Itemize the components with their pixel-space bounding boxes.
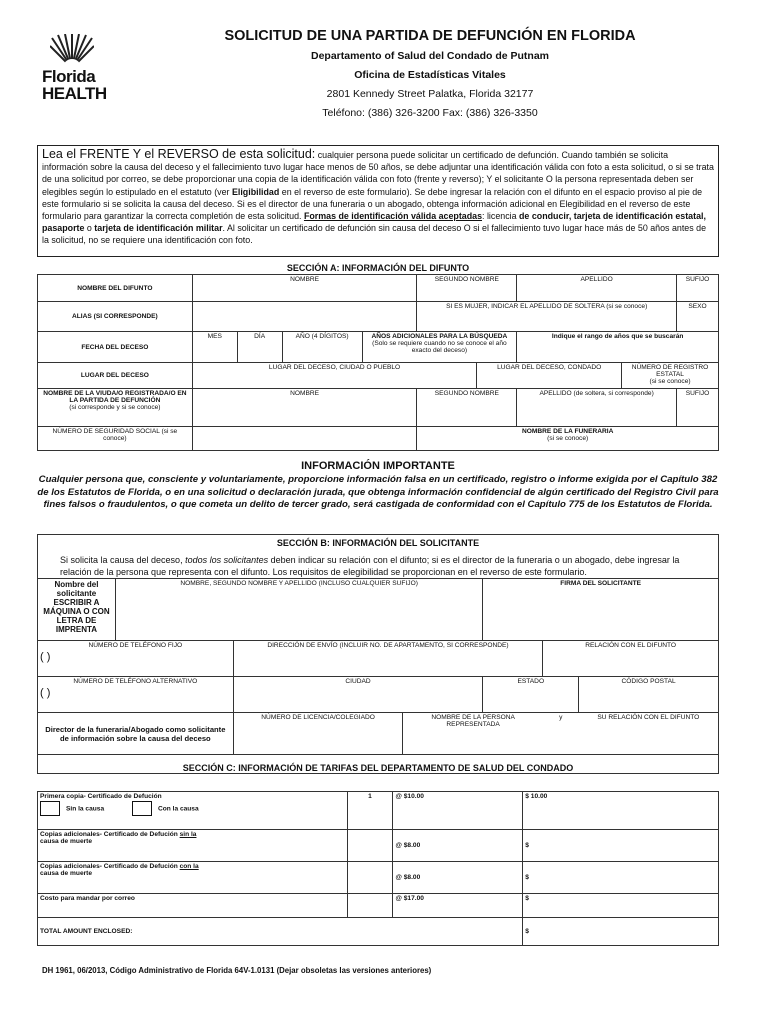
state-caption: ESTADO	[517, 678, 545, 685]
military-id: tarjeta de identificación militar	[94, 223, 223, 234]
mailing-cost-label: Costo para mandar por correo	[38, 894, 348, 918]
extra-with-text-b: causa de muerte	[40, 870, 93, 877]
spouse-suffix-caption: SUFIJO	[685, 390, 710, 397]
day-field[interactable]	[237, 332, 282, 363]
license-number-caption: NÚMERO DE LICENCIA/COLEGIADO	[261, 714, 375, 721]
death-county-caption: LUGAR DEL DECESO, CONDADO	[497, 364, 602, 371]
extra-without-text-a: Copias adicionales- Certificado de Defución	[40, 831, 180, 838]
additional-years-field[interactable]	[362, 332, 517, 363]
without-cause-checkbox[interactable]	[40, 801, 60, 816]
their-relationship-caption: SU RELACIÓN CON EL DIFUNTO	[597, 714, 700, 721]
signature-caption: FIRMA DEL SOLICITANTE	[560, 580, 642, 587]
extra-with-qty[interactable]	[347, 862, 393, 894]
instructions-p4: o	[84, 223, 95, 234]
spouse-middle-name-caption: SEGUNDO NOMBRE	[434, 390, 499, 397]
day-caption: DÍA	[254, 333, 266, 340]
spouse-label-text: NOMBRE DE LA VIUDA/O REGISTRADA/O EN LA PARTIDA DE DEFUNCIÓN	[43, 390, 187, 404]
and-separator: y	[543, 713, 579, 755]
zip-caption: CÓDIGO POSTAL	[621, 678, 676, 685]
middle-name-field[interactable]	[417, 275, 517, 302]
mailing-qty[interactable]	[347, 894, 393, 918]
funeral-home-field[interactable]	[417, 427, 719, 451]
extra-with-text-a: Copias adicionales- Certificado de Defución	[40, 863, 180, 870]
florida-health-logo	[42, 34, 107, 104]
first-copy-price: @ $10.00	[393, 792, 523, 830]
alt-phone-field[interactable]	[38, 677, 234, 713]
death-place-label: LUGAR DEL DECESO	[38, 363, 193, 389]
last-name-caption: APELLIDO	[580, 276, 613, 283]
decedent-name-label: NOMBRE DEL DIFUNTO	[38, 275, 193, 302]
extra-without-text-b: causa de muerte	[40, 838, 93, 845]
id-types: de conducir, tarjeta de identificación estatal, pasaporte	[42, 211, 706, 234]
total-label: TOTAL AMOUNT ENCLOSED:	[38, 918, 523, 946]
first-copy-cell	[38, 792, 348, 830]
sex-caption: SEXO	[688, 303, 707, 310]
spouse-label	[38, 389, 193, 427]
important-info-title: INFORMACIÓN IMPORTANTE	[301, 460, 455, 472]
signature-field[interactable]	[483, 579, 719, 641]
form-footer: DH 1961, 06/2013, Código Administrativo de Florida 64V-1.0131 (Dejar obsoletas las versiones anteriores)	[42, 966, 432, 975]
extra-without-qty[interactable]	[347, 830, 393, 862]
alt-phone-caption: NÚMERO DE TELÉFONO ALTERNATIVO	[73, 678, 198, 685]
ssn-label-text: NÚMERO DE SEGURIDAD SOCIAL (si se conoce)	[52, 428, 178, 442]
alias-field[interactable]	[192, 302, 417, 332]
spouse-first-name-caption: NOMBRE	[290, 390, 320, 397]
instructions-p1: cualquier persona puede solicitar un certificado de defunción. Cuando también se solicita información sobre la causa del deceso y el fallecimiento tuvo lugar hace menos de 50 años, se debe adjuntar una identificación válida con foto a esta solicitud, o si se trata de una solicitud por correo, se debe proporcionar una copia de la identificación válida con foto (frente y reverso); Y el solicitante O la persona representada deben ser elegibles según lo estipulado en el estatuto (ver	[42, 150, 714, 197]
relationship-field[interactable]	[543, 641, 719, 677]
month-caption: MES	[207, 333, 222, 340]
director-label: Director de la funeraria/Abogado como solicitante de información sobre la causa del deceso	[38, 713, 234, 755]
their-relationship-field[interactable]	[579, 713, 719, 755]
applicant-name-caption: NOMBRE, SEGUNDO NOMBRE Y APELLIDO (INCLUSO CUALQUIER SUFIJO)	[180, 580, 418, 587]
state-file-number-caption: NÚMERO DE REGISTRO ESTATAL	[631, 364, 709, 378]
section-a-table	[37, 274, 719, 451]
important-info-text: Cualquier persona que, consciente y voluntariamente, proporcione información falsa en un certificado, registro o informe exigida por el Capítulo 382 de los Estatutos de Florida, o en una solicitud o declaración jurada, que obtenga información confidencial de algún certificado del Registro Civil para fines falsos o fraudulentos, o que cometa un delito de tercer grado, será castigada de conformidad con el Capítulo 775 de los Estatutos de Florida.	[37, 474, 719, 510]
extra-without-price: @ $8.00	[393, 830, 523, 862]
city-field[interactable]	[233, 677, 483, 713]
zip-field[interactable]	[579, 677, 719, 713]
first-name-field[interactable]	[192, 275, 417, 302]
section-b-title: SECCIÓN B: INFORMACIÓN DEL SOLICITANTE	[276, 538, 480, 548]
first-copy-total: $ 10.00	[523, 792, 719, 830]
department-name: Departamento of Salud del Condado de Putnam	[310, 50, 550, 62]
with-cause-label: Con la causa	[157, 805, 199, 813]
extra-with-underlined: con la	[179, 863, 199, 870]
city-caption: CIUDAD	[345, 678, 371, 685]
relationship-caption: RELACIÓN CON EL DIFUNTO	[585, 642, 677, 649]
office-name: Oficina de Estadísticas Vitales	[354, 69, 506, 81]
note-part-italic: todos los solicitantes	[185, 555, 269, 565]
ssn-label	[38, 427, 193, 451]
extra-copies-with-cause	[38, 862, 348, 894]
instructions-lead: Lea el FRENTE Y el REVERSO de esta solicitud:	[42, 147, 316, 161]
office-address: 2801 Kennedy Street Palatka, Florida 32177	[326, 88, 534, 100]
spouse-last-name-caption: APELLIDO (de soltera, si corresponde)	[539, 390, 654, 397]
state-field[interactable]	[483, 677, 579, 713]
fee-table	[37, 791, 719, 946]
death-county-field[interactable]	[477, 363, 622, 389]
first-copy-qty: 1	[347, 792, 393, 830]
extra-without-underlined: sin la	[179, 831, 197, 838]
year-range-field[interactable]	[517, 332, 719, 363]
spouse-label-note: (si corresponde y si se conoce)	[69, 404, 161, 411]
section-a-title: SECCIÓN A: INFORMACIÓN DEL DIFUNTO	[286, 263, 470, 273]
spouse-suffix-field[interactable]	[676, 389, 718, 427]
funeral-home-note: (si se conoce)	[547, 435, 589, 442]
form-title: SOLICITUD DE UNA PARTIDA DE DEFUNCIÓN EN FLORIDA	[224, 28, 636, 44]
important-info	[37, 460, 719, 512]
mailing-total[interactable]: $	[523, 894, 719, 918]
extra-with-price: @ $8.00	[393, 862, 523, 894]
ssn-field[interactable]	[192, 427, 417, 451]
applicant-name-field[interactable]	[115, 579, 482, 641]
alt-phone-area-code: ( )	[40, 687, 51, 699]
instructions-p5: . Al solicitar un certificado de defunción sin causa del deceso O si el fallecimiento tuvo lugar hace más de 50 años antes de la solicitud, no se requiere una identificación con foto.	[42, 223, 707, 246]
first-name-caption: NOMBRE	[290, 276, 320, 283]
mailing-price: @ $17.00	[393, 894, 523, 918]
year-field[interactable]	[282, 332, 362, 363]
maiden-name-caption: SI ES MUJER, INDICAR EL APELLIDO DE SOLTERA (si se conoce)	[446, 303, 648, 310]
eligibility-term: Eligibilidad	[231, 186, 280, 197]
spouse-last-name-field[interactable]	[517, 389, 677, 427]
section-b-note	[60, 554, 710, 578]
year-caption: AÑO (4 DÍGITOS)	[295, 333, 349, 340]
additional-years-note: (Solo se requiere cuando no se conoce el año exacto del deceso)	[372, 340, 507, 354]
middle-name-caption: SEGUNDO NOMBRE	[434, 276, 499, 283]
year-range-caption: Indique el rango de años que se buscarán	[551, 333, 684, 340]
funeral-home-caption: NOMBRE DE LA FUNERARIA	[522, 428, 614, 435]
extra-copies-without-cause	[38, 830, 348, 862]
mailing-address-caption: DIRECCIÓN DE ENVÍO (INCLUIR NO. DE APARTAMENTO, SI CORRESPONDE)	[267, 642, 509, 649]
alias-label: ALIAS (SI CORRESPONDE)	[38, 302, 193, 332]
landline-field[interactable]	[38, 641, 234, 677]
maiden-name-field[interactable]	[417, 302, 677, 332]
death-date-label: FECHA DEL DECESO	[38, 332, 193, 363]
first-copy-label: Primera copia- Certificado de Defución	[40, 793, 162, 800]
suffix-caption: SUFIJO	[685, 276, 710, 283]
landline-caption: NÚMERO DE TELÉFONO FIJO	[88, 642, 183, 649]
instructions-p2: en el reverso de este formulario). Se debe ingresar la relación con el difunto en el espacio proviso al pie de este formulario si se solicita la causa del deceso. Si es el director de una funeraria o un abogado, obtenga información adicional en Elegibilidad en el reverso de este formulario para garantizar la correcta completión de esta solicitud.	[42, 186, 703, 222]
section-c-title: SECCIÓN C: INFORMACIÓN DE TARIFAS DEL DEPARTAMENTO DE SALUD DEL CONDADO	[182, 763, 574, 773]
extra-with-total[interactable]: $	[523, 862, 719, 894]
applicant-name-label: Nombre del solicitante ESCRIBIR A MÁQUINA O CON LETRA DE IMPRENTA	[38, 579, 116, 641]
logo-text-florida: Florida	[42, 67, 96, 86]
without-cause-label: Sin la causa	[66, 805, 105, 813]
valid-id-heading: Formas de identificación válida aceptadas	[303, 211, 483, 222]
with-cause-checkbox[interactable]	[132, 801, 152, 816]
total-amount[interactable]: $	[523, 918, 719, 946]
sex-field[interactable]	[676, 302, 718, 332]
note-part-b: deben indicar su relación con el difunto; si es el director de la funeraria o un abogado, debe ingresar la relación de la persona que representa con el difunto. Los requisitos de elegibilidad se proporcionan en el reverso de este formulario.	[60, 555, 680, 577]
note-part-a: Si solicita la causa del deceso,	[60, 555, 186, 565]
represented-person-field[interactable]	[403, 713, 543, 755]
state-file-number-note: (si se conoce)	[649, 378, 691, 385]
spouse-middle-name-field[interactable]	[417, 389, 517, 427]
instructions-p3: : licencia	[482, 211, 520, 222]
spouse-first-name-field[interactable]	[192, 389, 417, 427]
state-file-number-field[interactable]	[622, 363, 719, 389]
landline-area-code: ( )	[40, 651, 51, 663]
section-b-table	[37, 578, 719, 755]
form-header	[180, 28, 680, 119]
month-field[interactable]	[192, 332, 237, 363]
last-name-field[interactable]	[517, 275, 677, 302]
death-city-field[interactable]	[192, 363, 477, 389]
logo-text-health: HEALTH	[42, 84, 107, 103]
mailing-address-field[interactable]	[233, 641, 543, 677]
license-number-field[interactable]	[233, 713, 403, 755]
additional-years-caption: AÑOS ADICIONALES PARA LA BÚSQUEDA	[371, 333, 508, 340]
death-city-caption: LUGAR DEL DECESO, CIUDAD O PUEBLO	[268, 364, 401, 371]
office-phones: Teléfono: (386) 326-3200 Fax: (386) 326-3350	[322, 107, 538, 119]
suffix-field[interactable]	[676, 275, 718, 302]
sunburst-icon	[50, 34, 94, 68]
represented-person-caption: NOMBRE DE LA PERSONA REPRESENTADA	[431, 714, 515, 728]
extra-without-total[interactable]: $	[523, 830, 719, 862]
instructions-box	[37, 145, 719, 257]
